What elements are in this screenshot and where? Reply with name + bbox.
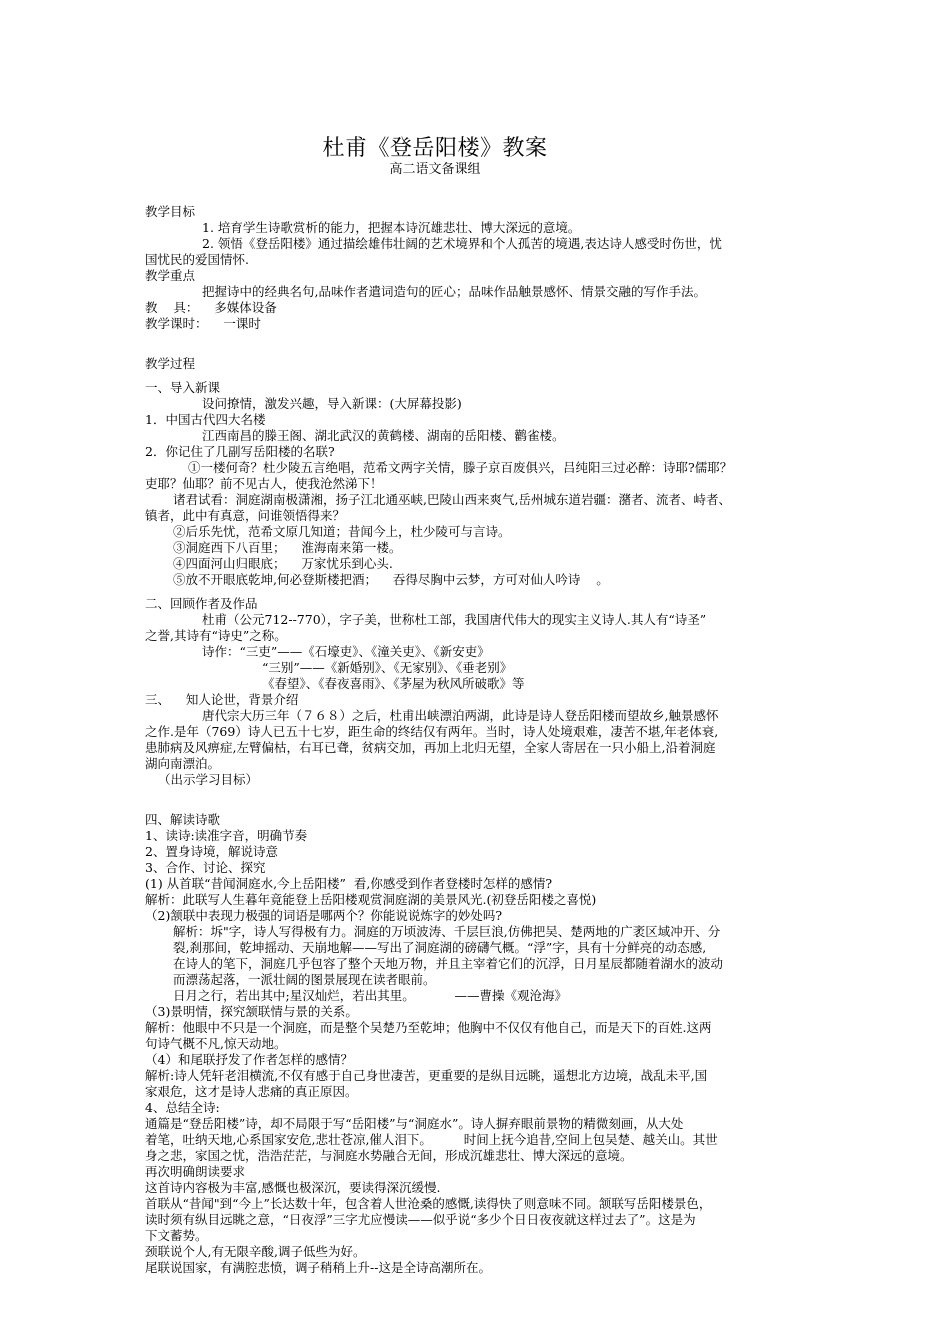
document-title: 杜甫《登岳阳楼》教案: [322, 136, 548, 161]
text-line: 唐代宗大历三年（７６８）之后，杜甫出峡漂泊两湖，此诗是诗人登岳阳楼而望故乡,触景感怀: [202, 708, 719, 723]
text-line: 解析：此联写人生暮年竟能登上岳阳楼观赏洞庭湖的美景风光.(初登岳阳楼之喜悦): [145, 892, 597, 907]
text-line: 四、解读诗歌: [145, 812, 221, 827]
text-line: 而漂荡起落，一派壮阔的图景展现在读者眼前。: [173, 972, 436, 987]
text-line: 设问撩情，激发兴趣，导入新课：(大屏幕投影): [202, 396, 462, 411]
document-subtitle: 高二语文备课组: [389, 162, 481, 177]
text-line: 1. 培育学生诗歌赏析的能力，把握本诗沉雄悲壮、博大深远的意境。: [202, 220, 581, 235]
text-line: （2)颔联中表现力极强的词语是哪两个？你能说说炼字的妙处吗?: [145, 908, 503, 923]
text-line: 镇者，此中有真意，问谁领悟得来？: [145, 508, 346, 523]
text-line: （3)景明情，探究颔联情与景的关系。: [145, 1004, 358, 1019]
text-line: ⑤放不开眼底乾坤,何必登斯楼把酒； 吞得尽胸中云梦，方可对仙人吟诗 。: [173, 572, 609, 587]
text-line: 颈联说个人,有无限辛酸,调子低些为好。: [145, 1244, 366, 1259]
text-line: 解析：坼"字，诗人写得极有力。洞庭的万顷波涛、千层巨浪,仿佛把吴、楚两地的广袤区域冲开、分: [173, 924, 721, 939]
text-line: 国忧民的爱国情怀.: [145, 252, 249, 267]
text-line: 之誉,其诗有“诗史”之称。: [145, 628, 287, 643]
text-line: 句诗气概不凡,惊天动地。: [145, 1036, 287, 1051]
text-line: 一、导入新课: [145, 380, 221, 395]
text-line: 《春望》、《春夜喜雨》、《茅屋为秋风所破歌》等: [262, 676, 525, 691]
text-line: 在诗人的笔下，洞庭几乎包容了整个天地万物，并且主宰着它们的沉浮，日月星辰都随着湖水的波动: [173, 956, 724, 971]
text-line: 2、置身诗境，解说诗意: [145, 844, 278, 859]
text-line: “三别”——《新婚别》、《无家别》、《垂老别》: [262, 660, 513, 675]
text-line: 湖向南漂泊。: [145, 756, 221, 771]
text-line: 之作.是年（769）诗人已五十七岁，距生命的终结仅有两年。当时，诗人处境艰难，凄苦不堪,年老体衰,: [145, 724, 719, 739]
text-line: ③洞庭西下八百里； 淮海南来第一楼。: [173, 540, 402, 555]
text-line: 解析:诗人凭轩老泪横流,不仅有感于自己身世凄苦，更重要的是纵目远眺，遥想北方边境，战乱未平,国: [145, 1068, 708, 1083]
text-line: 2. 领悟《登岳阳楼》通过描绘雄伟壮阔的艺术境界和个人孤苦的境遇,表达诗人感受时伤世，忧: [202, 236, 722, 251]
text-line: 通篇是“登岳阳楼”诗，却不局限于写“岳阳楼”与“洞庭水”。诗人摒弃眼前景物的精微刻画，从大处: [145, 1116, 684, 1131]
text-line: 吏耶？仙耶？前不见古人，使我沧然涕下！: [145, 476, 383, 491]
text-line: 患肺病及风痹症,左臂偏枯，右耳已聋，贫病交加，再加上北归无望，全家人寄居在一只小船上,沿着洞庭: [145, 740, 716, 755]
text-line: 江西南昌的滕王阁、湖北武汉的黄鹤楼、湖南的岳阳楼、鹳雀楼。: [202, 428, 565, 443]
text-line: 裂,刹那间，乾坤摇动、天崩地解——写出了洞庭湖的磅礴气概。“浮”字，具有十分鲜亮的动态感,: [173, 940, 707, 955]
text-line: 1、读诗:读准字音，明确节奏: [145, 828, 308, 843]
text-line: （出示学习目标）: [158, 772, 259, 787]
text-line: 读时须有纵目远眺之意，“日夜浮”三字尤应慢读——似乎说“多少个日日夜夜就这样过去了”。这是为: [145, 1212, 696, 1227]
text-line: 尾联说国家，有满腔悲愤，调子稍稍上升--这是全诗高潮所在。: [145, 1260, 491, 1275]
text-line: 教学目标: [145, 204, 196, 219]
text-line: 日月之行，若出其中;星汉灿烂，若出其里。 ——曹操《观沧海》: [173, 988, 567, 1003]
text-line: 三、 知人论世，背景介绍: [145, 692, 299, 707]
text-line: 1．中国古代四大名楼: [145, 412, 266, 427]
text-line: 2．你记住了几副写岳阳楼的名联?: [145, 444, 335, 459]
text-line: 教学重点: [145, 268, 196, 283]
text-line: ①一楼何奇？杜少陵五言绝唱，范希文两字关情，滕子京百废俱兴，吕纯阳三过必醉：诗耶?儒耶？: [188, 460, 733, 475]
text-line: 着笔，吐纳天地,心系国家安危,悲壮苍凉,催人泪下。 时间上抚今追昔,空间上包吴楚、越关山。其世: [145, 1132, 718, 1147]
text-line: (1) 从首联“昔闻洞庭水,今上岳阳楼” 看,你感受到作者登楼时怎样的感情?: [145, 876, 553, 891]
text-line: 再次明确朗读要求: [145, 1164, 246, 1179]
text-line: 教学过程: [145, 356, 196, 371]
text-line: 把握诗中的经典名句,品味作者遣词造句的匠心；品味作品触景感怀、情景交融的写作手法。: [202, 284, 706, 299]
text-line: 身之悲，家国之忧，浩浩茫茫，与洞庭水势融合无间，形成沉雄悲壮、博大深远的意境。: [145, 1148, 633, 1163]
text-line: ②后乐先忧，范希文原几知道；昔闻今上，杜少陵可与言诗。: [173, 524, 511, 539]
text-line: （4）和尾联抒发了作者怎样的感情？: [145, 1052, 353, 1067]
text-line: 下文蓄势。: [145, 1228, 208, 1243]
text-line: 首联从“昔闻"到“今上”长达数十年，包含着人世沧桑的感慨,读得快了则意味不同。颔联写岳阳楼景色，: [145, 1196, 712, 1211]
text-line: 家艰危，这才是诗人悲痛的真正原因。: [145, 1084, 358, 1099]
text-line: 杜甫（公元712--770），字子美，世称杜工部，我国唐代伟大的现实主义诗人.其人有“诗圣”: [202, 612, 707, 627]
text-line: 解析：他眼中不只是一个洞庭，而是整个吴楚乃至乾坤；他胸中不仅仅有他自己，而是天下的百姓.这两: [145, 1020, 712, 1035]
text-line: 诗作：“三吏”——《石壕吏》、《潼关吏》、《新安吏》: [202, 644, 490, 659]
text-line: 二、回顾作者及作品: [145, 596, 258, 611]
text-line: 3、合作、讨论、探究: [145, 860, 266, 875]
text-line: 这首诗内容极为丰富,感慨也极深沉，要读得深沉缓慢.: [145, 1180, 441, 1195]
text-line: 诸君试看：洞庭湖南极潇湘，扬子江北通巫峡,巴陵山西来爽气,岳州城东道岩疆：潴者、流者、峙者、: [173, 492, 731, 507]
text-line: 教 具： 多媒体设备: [145, 300, 277, 315]
text-line: 4、总结全诗:: [145, 1100, 220, 1115]
text-line: ④四面河山归眼底； 万家忧乐到心头.: [173, 556, 393, 571]
text-line: 教学课时： 一课时: [145, 316, 261, 331]
